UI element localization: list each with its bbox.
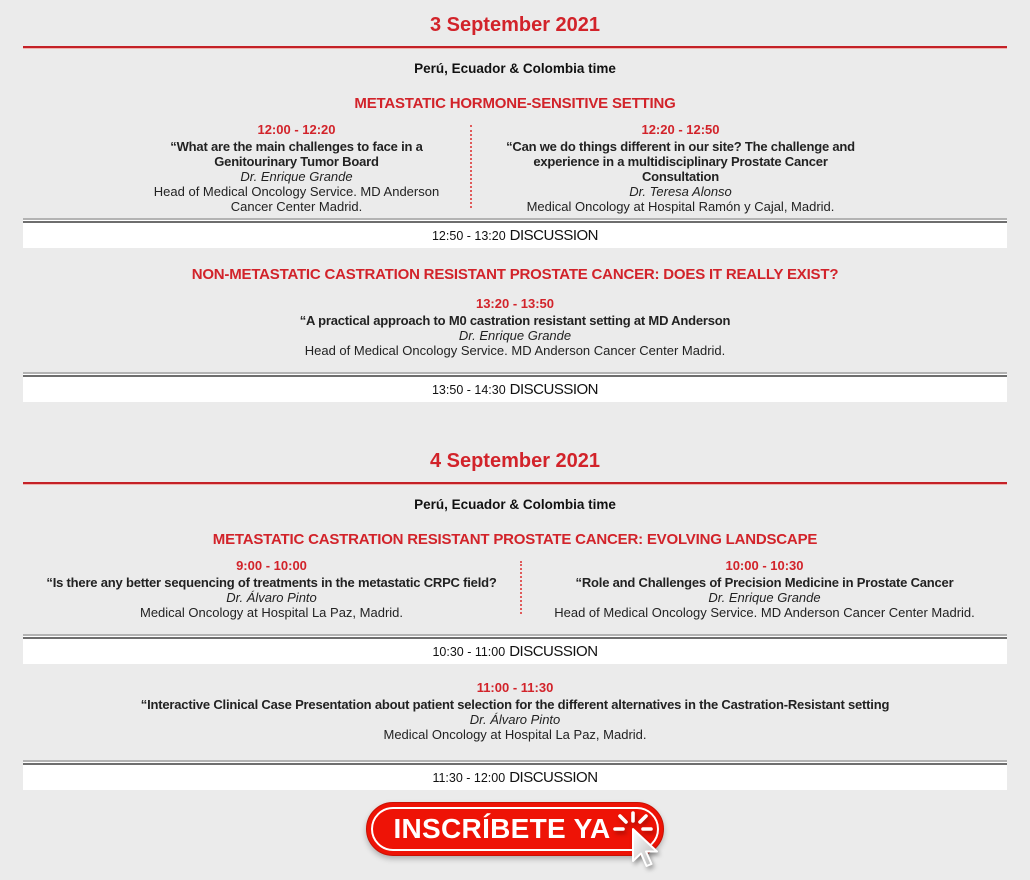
discussion-bar xyxy=(23,760,1007,790)
register-button[interactable] xyxy=(366,802,664,856)
discussion-strip xyxy=(23,377,1007,402)
register-button-label: INSCRÍBETE YA xyxy=(393,813,611,844)
session-time: 12:00 - 12:20 xyxy=(257,122,336,137)
session-time: 9:00 - 10:00 xyxy=(236,558,307,573)
session-affiliation: Head of Medical Oncology Service. MD Anderson Cancer Center Madrid. xyxy=(554,605,975,620)
discussion-time: 12:50 - 13:20 xyxy=(431,228,506,243)
session-affiliation: Medical Oncology at Hospital La Paz, Madrid. xyxy=(139,605,403,620)
session-affiliation: Medical Oncology at Hospital Ramón y Cajal, Madrid. xyxy=(526,199,835,214)
day-2-agenda xyxy=(23,448,1007,790)
discussion-time: 11:30 - 12:00 xyxy=(432,770,506,785)
discussion-label: DISCUSSION xyxy=(509,643,598,660)
day-1-timezone: Perú, Ecuador & Colombia time xyxy=(414,61,616,76)
session-time: 11:00 - 11:30 xyxy=(476,680,554,695)
session-affiliation: Head of Medical Oncology Service. MD Anderson Cancer Center Madrid. xyxy=(153,184,440,214)
session-talk-title: “What are the main challenges to face in a Genitourinary Tumor Board xyxy=(170,139,423,169)
day-1-session-row xyxy=(23,122,1007,214)
day-2-timezone: Perú, Ecuador & Colombia time xyxy=(414,497,616,512)
discussion-label: DISCUSSION xyxy=(509,381,599,398)
discussion-time: 10:30 - 11:00 xyxy=(432,644,506,659)
session-affiliation: Head of Medical Oncology Service. MD Anderson Cancer Center Madrid. xyxy=(304,343,726,358)
session-block xyxy=(23,558,520,620)
session-speaker: Dr. Álvaro Pinto xyxy=(469,712,561,727)
session-block xyxy=(23,122,470,214)
session-affiliation: Medical Oncology at Hospital La Paz, Madrid. xyxy=(383,727,647,742)
session-time: 12:20 - 12:50 xyxy=(641,122,720,137)
session-block xyxy=(472,122,1007,214)
session-block xyxy=(23,680,1007,742)
session-speaker: Dr. Enrique Grande xyxy=(708,590,821,605)
click-cursor-icon xyxy=(611,807,675,880)
discussion-strip xyxy=(23,639,1007,664)
cta-area xyxy=(23,802,1007,856)
discussion-time: 13:50 - 14:30 xyxy=(431,382,506,397)
discussion-bar xyxy=(23,634,1007,664)
session-time: 10:00 - 10:30 xyxy=(725,558,804,573)
day-1-section-2-title: NON-METASTATIC CASTRATION RESISTANT PROSTATE CANCER: DOES IT REALLY EXIST? xyxy=(191,266,839,283)
session-block xyxy=(522,558,1007,620)
session-speaker: Dr. Teresa Alonso xyxy=(629,184,732,199)
session-talk-title: “A practical approach to M0 castration resistant setting at MD Anderson xyxy=(299,313,731,328)
discussion-bar xyxy=(23,218,1007,248)
session-speaker: Dr. Álvaro Pinto xyxy=(226,590,317,605)
session-block xyxy=(23,296,1007,358)
day-2-session-row xyxy=(23,558,1007,620)
session-speaker: Dr. Enrique Grande xyxy=(240,169,353,184)
discussion-bar xyxy=(23,372,1007,402)
session-talk-title: “Interactive Clinical Case Presentation about patient selection for the different alternatives in the Castration-Resistant setting xyxy=(140,697,890,712)
session-talk-title: “Is there any better sequencing of treatments in the metastatic CRPC field? xyxy=(46,575,497,590)
discussion-label: DISCUSSION xyxy=(509,227,599,244)
red-divider xyxy=(23,46,1007,49)
day-1-agenda xyxy=(23,12,1007,402)
session-speaker: Dr. Enrique Grande xyxy=(458,328,572,343)
discussion-strip xyxy=(23,223,1007,248)
discussion-label: DISCUSSION xyxy=(509,769,598,786)
day-1-section-1-title: METASTATIC HORMONE-SENSITIVE SETTING xyxy=(354,95,676,112)
day-2-section-1-title: METASTATIC CASTRATION RESISTANT PROSTATE CANCER: EVOLVING LANDSCAPE xyxy=(212,531,818,548)
day-1-date: 3 September 2021 xyxy=(429,14,601,36)
discussion-strip xyxy=(23,765,1007,790)
session-talk-title: “Role and Challenges of Precision Medicine in Prostate Cancer xyxy=(575,575,954,590)
red-divider xyxy=(23,482,1007,485)
session-time: 13:20 - 13:50 xyxy=(475,296,555,311)
day-2-date: 4 September 2021 xyxy=(429,450,601,472)
session-talk-title: “Can we do things different in our site? The challenge and experience in a multidisciplinary Prostate Cancer Consultation xyxy=(506,139,855,184)
